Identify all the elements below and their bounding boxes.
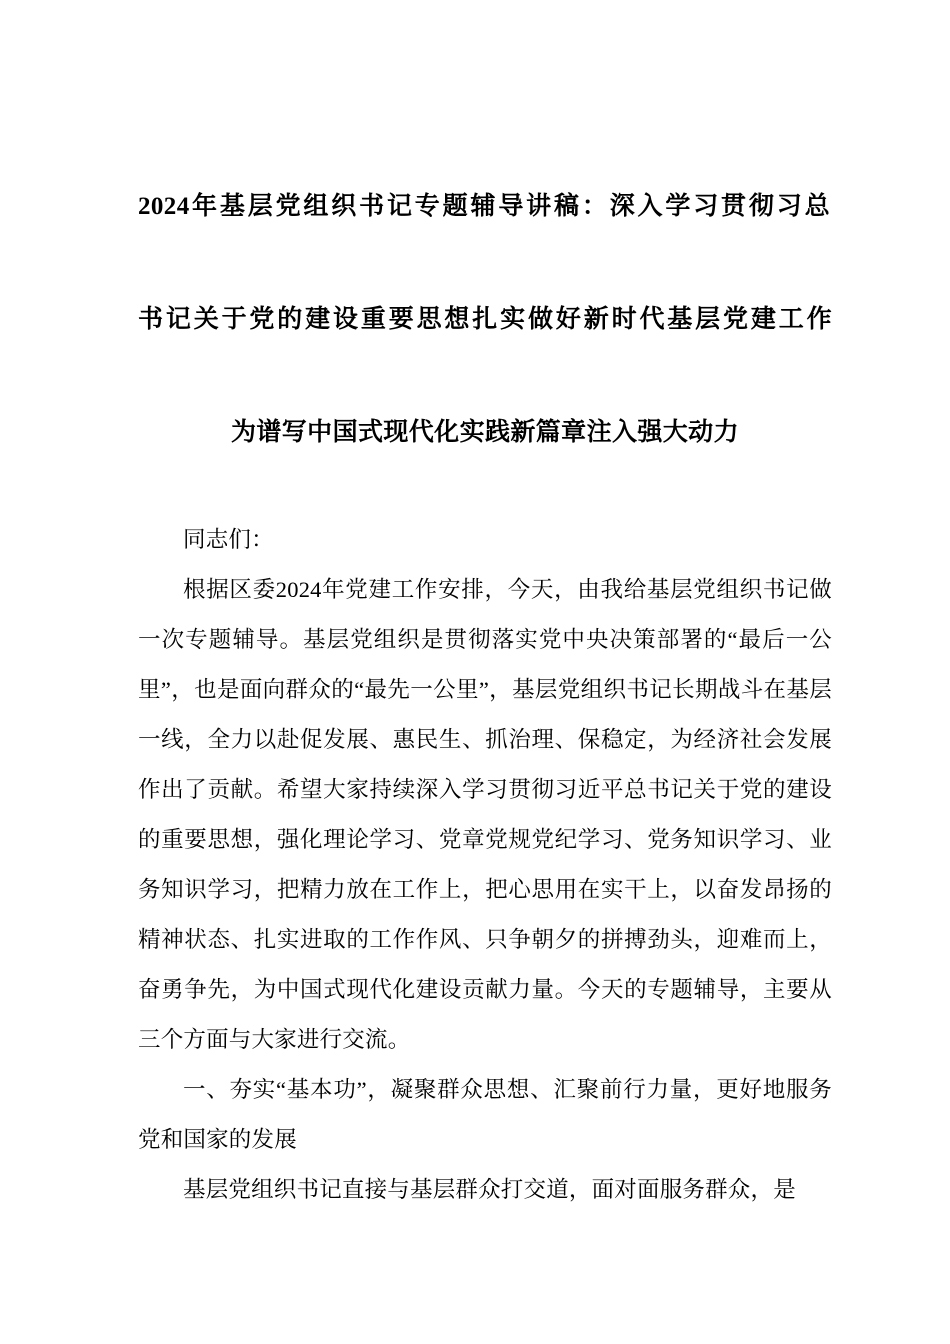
title-line-1: 2024年基层党组织书记专题辅导讲稿：深入学习贯彻习总 (138, 193, 830, 220)
paragraph-salutation: 同志们： (183, 527, 274, 552)
page-title (138, 150, 832, 489)
document-body (138, 515, 832, 1215)
paragraph-section-one-heading: 一、夯实“基本功”，凝聚群众思想、汇聚前行力量，更好地服务党和国家的发展 (138, 1077, 832, 1152)
title-line-2: 书记关于党的建设重要思想扎实做好新时代基层党建工作 (138, 306, 832, 333)
paragraph-opening: 根据区委2024年党建工作安排，今天，由我给基层党组织书记做一次专题辅导。基层党组织是贯彻落实党中央决策部署的“最后一公里”，也是面向群众的“最先一公里”，基层党组织书记长期战斗在基层一线，全力以赴促发展、惠民生、抓治理、保稳定，为经济社会发展作出了贡献。希望大家持续深入学习贯彻习近平总书记关于党的建设的重要思想，强化理论学习、党章党规党纪学习、党务知识学习、业务知识学习，把精力放在工作上，把心思用在实干上，以奋发昂扬的精神状态、扎实进取的工作作风、只争朝夕的拼搏劲头，迎难而上，奋勇争先，为中国式现代化建设贡献力量。今天的专题辅导，主要从三个方面与大家进行交流。 (138, 577, 832, 1052)
paragraph-section-one-body: 基层党组织书记直接与基层群众打交道，面对面服务群众，是 (183, 1177, 796, 1202)
title-line-3: 为谱写中国式现代化实践新篇章注入强大动力 (230, 419, 739, 446)
